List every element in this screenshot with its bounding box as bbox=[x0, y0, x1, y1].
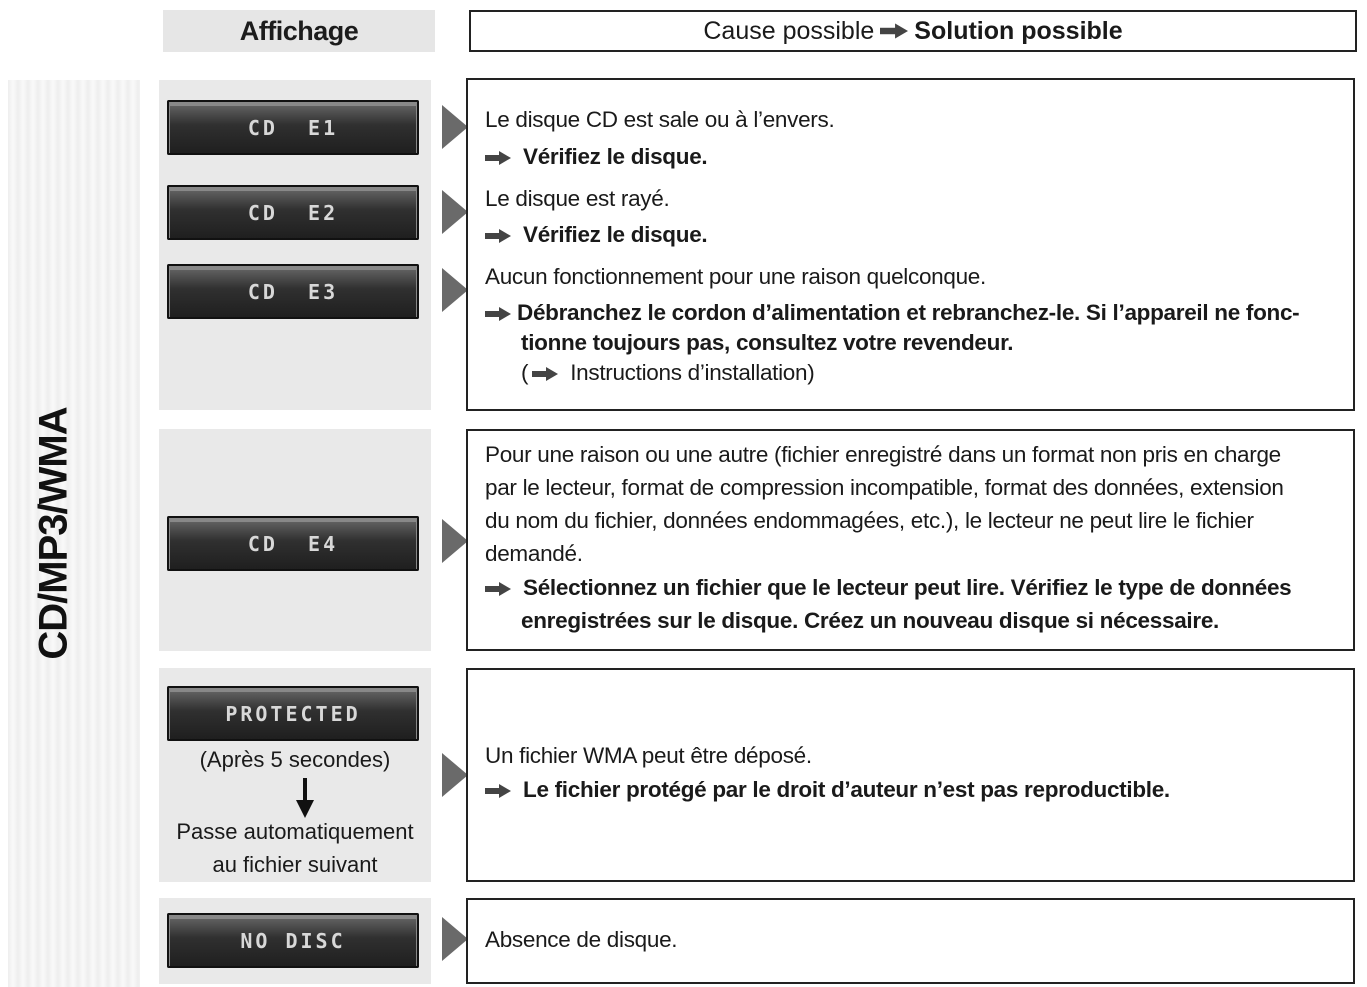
cause-cd-e2: Le disque est rayé. bbox=[485, 186, 670, 211]
lcd-display-protected: PROTECTED bbox=[167, 686, 419, 741]
cause-cd-e4-line4: demandé. bbox=[485, 541, 583, 566]
cause-no-disc: Absence de disque. bbox=[485, 927, 678, 952]
auto-skip-line2: au fichier suivant bbox=[212, 852, 378, 877]
header-solution-label: Solution possible bbox=[914, 16, 1123, 45]
auto-skip-line1: Passe automatiquement bbox=[176, 819, 414, 844]
lcd-display-no-disc: NO DISC bbox=[167, 913, 419, 968]
solution-cd-e4-line2: enregistrées sur le disque. Créez un nouveau disque si nécessaire. bbox=[521, 608, 1219, 633]
after-seconds-note: (Après 5 secondes) bbox=[199, 747, 391, 772]
right-arrow-icon bbox=[485, 784, 511, 798]
solution-text: Débranchez le cordon d’alimentation et rebranchez-le. Si l’appareil ne fonc- bbox=[517, 300, 1300, 325]
side-label: CD/MP3/WMA bbox=[31, 407, 76, 660]
right-arrow-icon bbox=[880, 23, 908, 39]
right-arrow-icon bbox=[485, 582, 511, 596]
solution-cd-e1 bbox=[485, 140, 707, 173]
cause-cd-e4-line1: Pour une raison ou une autre (fichier enregistré dans un format non pris en charge bbox=[485, 442, 1281, 467]
reference-text: Instructions d’installation) bbox=[570, 360, 815, 385]
cause-cd-e4-line3: du nom du fichier, données endommagées, etc.), le lecteur ne peut lire le fichier bbox=[485, 508, 1254, 533]
triangle-pointer-icon bbox=[442, 917, 468, 961]
cause-cd-e4-line2: par le lecteur, format de compression incompatible, format des données, extension bbox=[485, 475, 1284, 500]
triangle-pointer-icon bbox=[442, 268, 468, 312]
cause-cd-e1: Le disque CD est sale ou à l’envers. bbox=[485, 107, 835, 132]
right-arrow-icon bbox=[532, 367, 558, 381]
cause-cd-e3: Aucun fonctionnement pour une raison quelconque. bbox=[485, 264, 986, 289]
solution-cd-e4-line1 bbox=[485, 571, 1291, 604]
solution-cd-e2 bbox=[485, 218, 707, 251]
header-cause-label: Cause possible bbox=[703, 16, 875, 45]
solution-text: Vérifiez le disque. bbox=[523, 144, 708, 169]
lcd-display-cd-e3: CD E3 bbox=[167, 264, 419, 319]
header-display-title: Affichage bbox=[239, 15, 359, 46]
side-label-container bbox=[8, 80, 140, 987]
header-display-column bbox=[163, 10, 435, 52]
lcd-display-cd-e1: CD E1 bbox=[167, 100, 419, 155]
triangle-pointer-icon bbox=[442, 519, 468, 563]
right-arrow-icon bbox=[485, 229, 511, 243]
right-arrow-icon bbox=[485, 151, 511, 165]
lcd-display-cd-e4: CD E4 bbox=[167, 516, 419, 571]
solution-cd-e3-line2: tionne toujours pas, consultez votre revendeur. bbox=[521, 330, 1014, 355]
solution-text: Sélectionnez un fichier que le lecteur peut lire. Vérifiez le type de données bbox=[523, 575, 1292, 600]
solution-protected bbox=[485, 773, 1170, 806]
solution-cd-e3-line1 bbox=[485, 296, 1299, 329]
triangle-pointer-icon bbox=[442, 190, 468, 234]
down-arrow-icon bbox=[293, 778, 317, 818]
right-arrow-icon bbox=[485, 307, 511, 321]
triangle-pointer-icon bbox=[442, 105, 468, 149]
solution-text: Le fichier protégé par le droit d’auteur n’est pas reproductible. bbox=[523, 777, 1170, 802]
header-cause-solution bbox=[469, 10, 1357, 52]
triangle-pointer-icon bbox=[442, 753, 468, 797]
reference-installation: ( Instructions d’installation) bbox=[521, 360, 815, 385]
solution-text: Vérifiez le disque. bbox=[523, 222, 708, 247]
lcd-display-cd-e2: CD E2 bbox=[167, 185, 419, 240]
cause-protected: Un fichier WMA peut être déposé. bbox=[485, 743, 812, 768]
